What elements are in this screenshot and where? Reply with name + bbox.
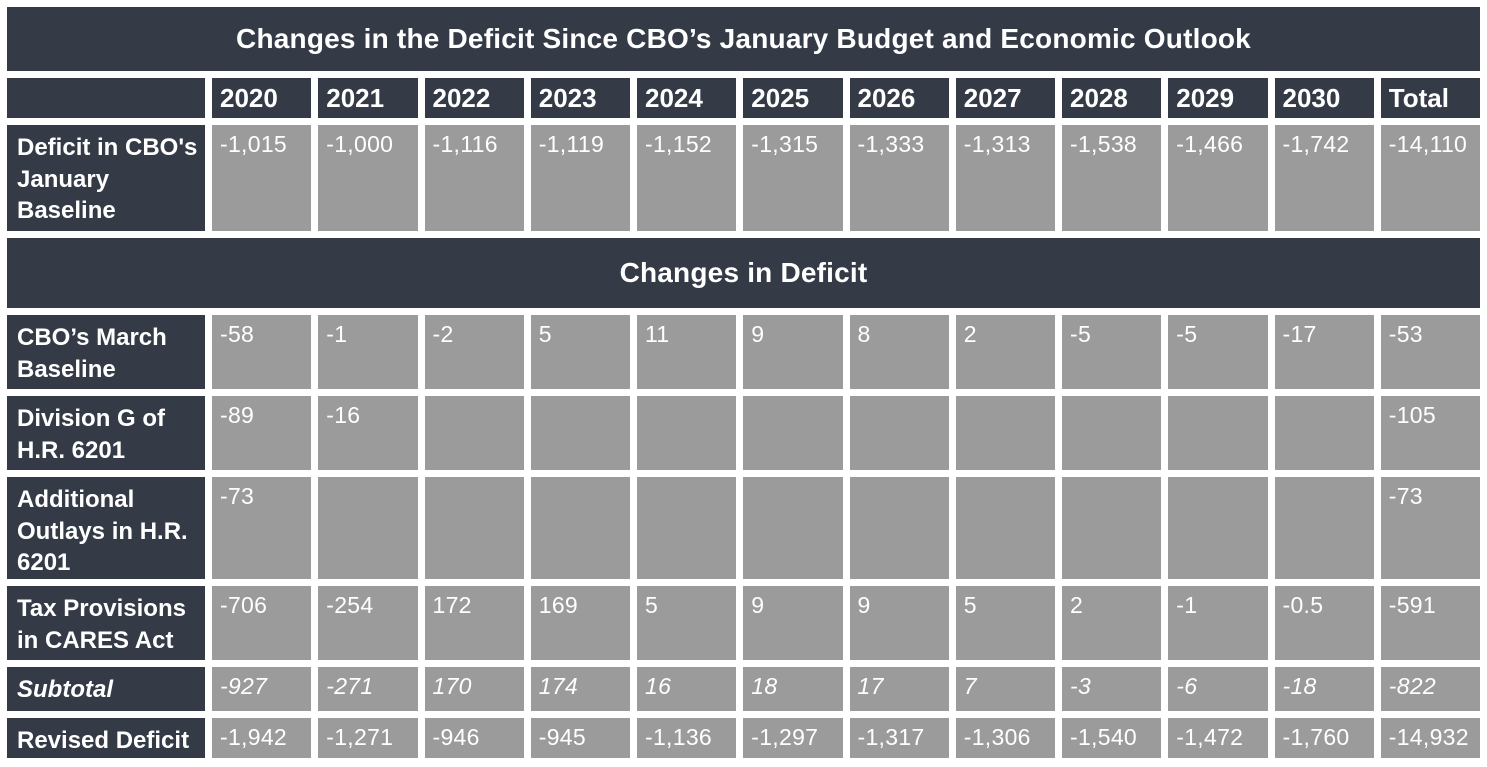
- value-cell: -1,742: [1275, 125, 1374, 231]
- value-cell: 2: [956, 315, 1055, 389]
- row-label: Tax Provisions in CARES Act: [7, 586, 205, 660]
- row-label: Subtotal: [7, 667, 205, 711]
- value-cell: -105: [1381, 396, 1480, 470]
- table-row-tax-provisions: [7, 586, 1480, 660]
- value-cell: 5: [531, 315, 630, 389]
- value-cell: [1062, 396, 1161, 470]
- column-header-year: 2020: [212, 78, 311, 118]
- value-cell: -706: [212, 586, 311, 660]
- value-cell: 9: [743, 315, 842, 389]
- value-cell: -5: [1168, 315, 1267, 389]
- year-header-row: [7, 78, 1480, 118]
- value-cell: 9: [850, 586, 949, 660]
- column-header-year: 2025: [743, 78, 842, 118]
- value-cell: -73: [212, 477, 311, 579]
- value-cell: [531, 477, 630, 579]
- value-cell: 18: [743, 667, 842, 711]
- value-cell: [637, 477, 736, 579]
- column-header-year: 2026: [850, 78, 949, 118]
- column-header-year: 2024: [637, 78, 736, 118]
- value-cell: [956, 396, 1055, 470]
- column-header-year: 2022: [425, 78, 524, 118]
- value-cell: 5: [637, 586, 736, 660]
- value-cell: -1,472: [1168, 718, 1267, 758]
- column-header-year: 2029: [1168, 78, 1267, 118]
- value-cell: -1,306: [956, 718, 1055, 758]
- column-header-year: 2027: [956, 78, 1055, 118]
- value-cell: [637, 396, 736, 470]
- value-cell: -18: [1275, 667, 1374, 711]
- value-cell: [1275, 477, 1374, 579]
- value-cell: -1,760: [1275, 718, 1374, 758]
- value-cell: 2: [1062, 586, 1161, 660]
- value-cell: -1,000: [318, 125, 417, 231]
- value-cell: -16: [318, 396, 417, 470]
- section-header-row: [7, 238, 1480, 308]
- value-cell: -1,540: [1062, 718, 1161, 758]
- column-header-year: 2030: [1275, 78, 1374, 118]
- row-label: Additional Outlays in H.R. 6201: [7, 477, 205, 579]
- row-label: Deficit in CBO's January Baseline: [7, 125, 205, 231]
- table-row-subtotal: [7, 667, 1480, 711]
- value-cell: [1168, 396, 1267, 470]
- value-cell: -1,333: [850, 125, 949, 231]
- value-cell: [743, 477, 842, 579]
- value-cell: -89: [212, 396, 311, 470]
- value-cell: -945: [531, 718, 630, 758]
- value-cell: -3: [1062, 667, 1161, 711]
- value-cell: -1: [318, 315, 417, 389]
- row-label-header-blank: [7, 78, 205, 118]
- value-cell: -1,466: [1168, 125, 1267, 231]
- value-cell: [1275, 396, 1374, 470]
- value-cell: 170: [425, 667, 524, 711]
- table-row-revised-deficit: [7, 718, 1480, 758]
- value-cell: 16: [637, 667, 736, 711]
- value-cell: 11: [637, 315, 736, 389]
- row-label: Division G of H.R. 6201: [7, 396, 205, 470]
- value-cell: -1,538: [1062, 125, 1161, 231]
- table-title: Changes in the Deficit Since CBO’s January Budget and Economic Outlook: [7, 7, 1480, 71]
- table-row-january-baseline: [7, 125, 1480, 231]
- table-title-row: [7, 7, 1480, 71]
- value-cell: -271: [318, 667, 417, 711]
- value-cell: -6: [1168, 667, 1267, 711]
- value-cell: -17: [1275, 315, 1374, 389]
- value-cell: -1,315: [743, 125, 842, 231]
- value-cell: [425, 477, 524, 579]
- value-cell: -927: [212, 667, 311, 711]
- column-header-year: 2023: [531, 78, 630, 118]
- row-label: Revised Deficit: [7, 718, 205, 758]
- section-header: Changes in Deficit: [7, 238, 1480, 308]
- value-cell: [318, 477, 417, 579]
- value-cell: 7: [956, 667, 1055, 711]
- value-cell: [1168, 477, 1267, 579]
- value-cell: 5: [956, 586, 1055, 660]
- value-cell: -591: [1381, 586, 1480, 660]
- value-cell: [850, 477, 949, 579]
- value-cell: -5: [1062, 315, 1161, 389]
- value-cell: -58: [212, 315, 311, 389]
- value-cell: [425, 396, 524, 470]
- value-cell: -73: [1381, 477, 1480, 579]
- value-cell: -1,015: [212, 125, 311, 231]
- value-cell: -14,932: [1381, 718, 1480, 758]
- column-header-year: 2028: [1062, 78, 1161, 118]
- value-cell: [1062, 477, 1161, 579]
- value-cell: -1,119: [531, 125, 630, 231]
- value-cell: -2: [425, 315, 524, 389]
- value-cell: 17: [850, 667, 949, 711]
- value-cell: -0.5: [1275, 586, 1374, 660]
- table-row-division-g: [7, 396, 1480, 470]
- value-cell: -254: [318, 586, 417, 660]
- value-cell: 169: [531, 586, 630, 660]
- value-cell: -1: [1168, 586, 1267, 660]
- value-cell: -1,313: [956, 125, 1055, 231]
- value-cell: -1,317: [850, 718, 949, 758]
- value-cell: [531, 396, 630, 470]
- value-cell: -946: [425, 718, 524, 758]
- value-cell: -1,271: [318, 718, 417, 758]
- value-cell: -1,942: [212, 718, 311, 758]
- value-cell: -822: [1381, 667, 1480, 711]
- column-header-year: 2021: [318, 78, 417, 118]
- value-cell: -1,152: [637, 125, 736, 231]
- value-cell: -1,136: [637, 718, 736, 758]
- value-cell: [956, 477, 1055, 579]
- value-cell: 9: [743, 586, 842, 660]
- value-cell: -1,116: [425, 125, 524, 231]
- table-row-march-baseline: [7, 315, 1480, 389]
- table-row-additional-outlays: [7, 477, 1480, 579]
- row-label: CBO’s March Baseline: [7, 315, 205, 389]
- value-cell: [743, 396, 842, 470]
- value-cell: -14,110: [1381, 125, 1480, 231]
- value-cell: -53: [1381, 315, 1480, 389]
- value-cell: -1,297: [743, 718, 842, 758]
- column-header-total: Total: [1381, 78, 1480, 118]
- value-cell: [850, 396, 949, 470]
- value-cell: 174: [531, 667, 630, 711]
- value-cell: 8: [850, 315, 949, 389]
- value-cell: 172: [425, 586, 524, 660]
